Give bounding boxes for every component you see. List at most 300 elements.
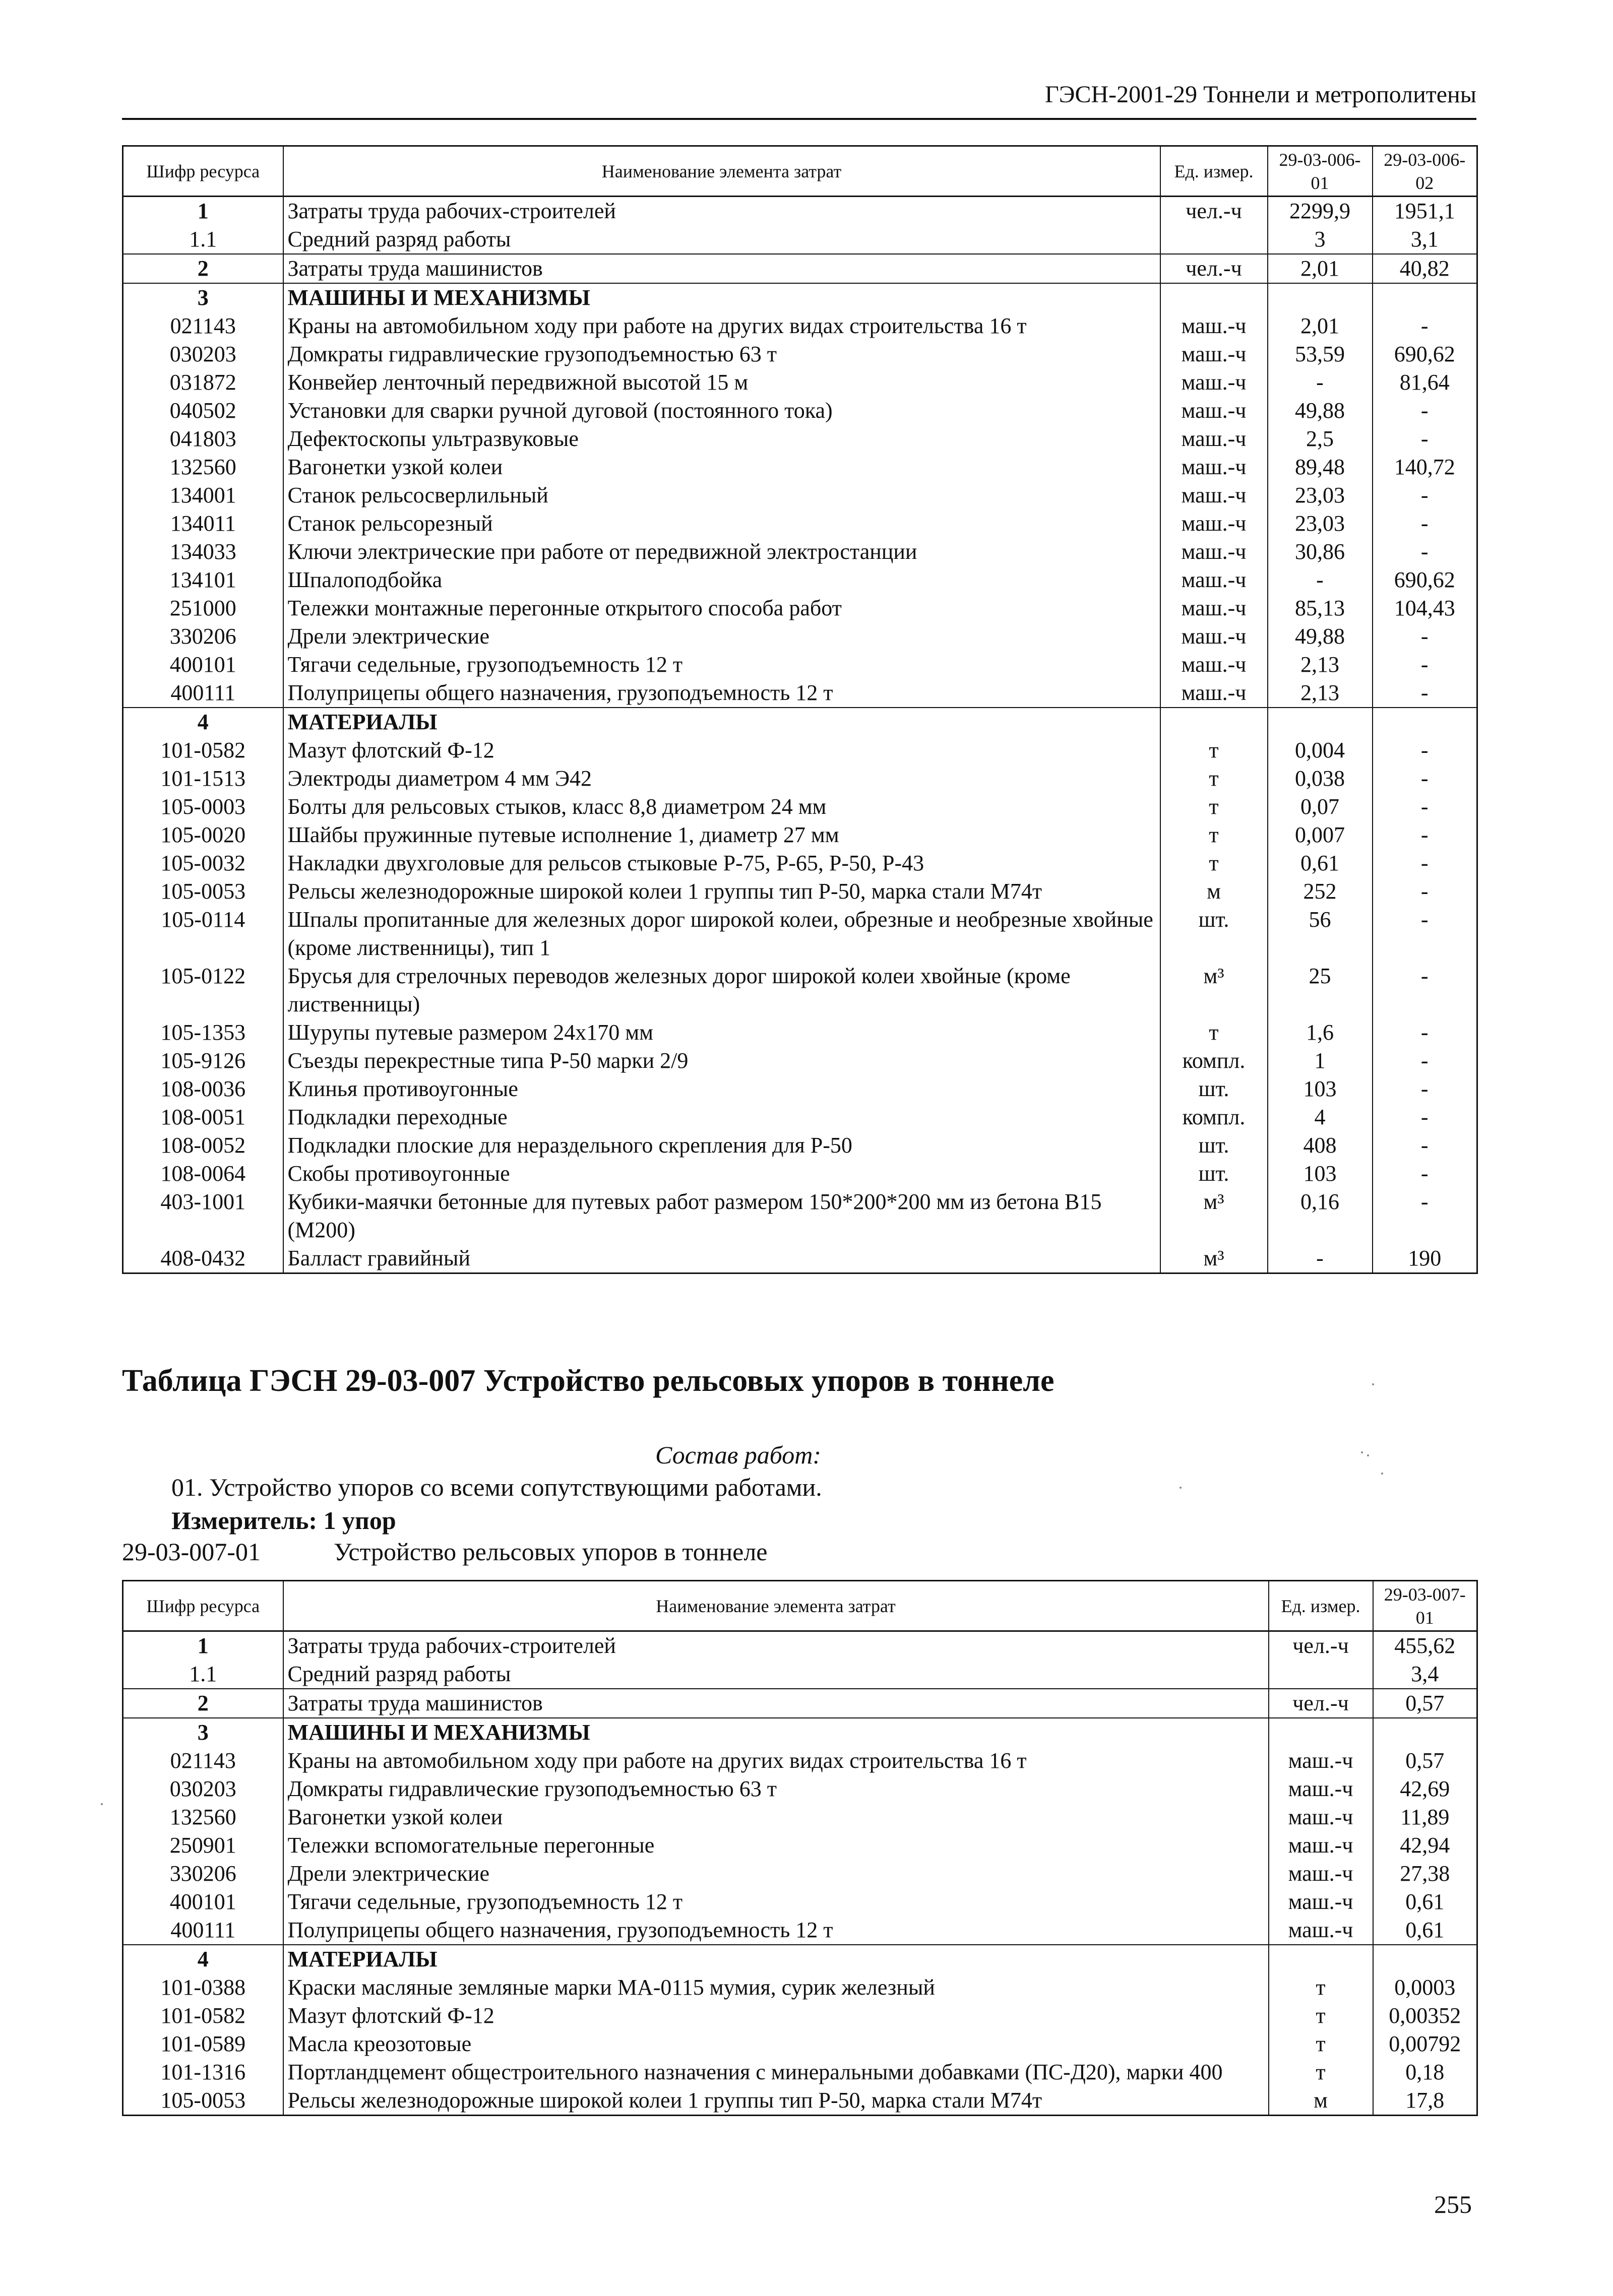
resource-name: Подкладки плоские для нераздельного скрепления для Р-50 bbox=[283, 1131, 1160, 1160]
norm-value-1: 0,61 bbox=[1268, 849, 1373, 877]
unit-of-measure: т bbox=[1269, 2002, 1373, 2030]
resource-code: 400111 bbox=[123, 679, 283, 708]
norm-value-2: 104,43 bbox=[1373, 594, 1477, 622]
resource-name: Мазут флотский Ф-12 bbox=[283, 736, 1160, 764]
table-row bbox=[123, 1631, 1477, 1661]
unit-of-measure: маш.-ч bbox=[1269, 1775, 1373, 1803]
norm-value-1: - bbox=[1268, 566, 1373, 594]
norm-value-1: 23,03 bbox=[1268, 509, 1373, 538]
resource-name: Краски масляные земляные марки МА-0115 мумия, сурик железный bbox=[283, 1973, 1269, 2002]
resource-name: Балласт гравийный bbox=[283, 1244, 1160, 1273]
resource-name: Краны на автомобильном ходу при работе на других видах строительства 16 т bbox=[283, 1747, 1269, 1775]
resource-name: Болты для рельсовых стыков, класс 8,8 диаметром 24 мм bbox=[283, 793, 1160, 821]
resource-name: МАТЕРИАЛЫ bbox=[283, 708, 1160, 736]
unit-of-measure: м bbox=[1269, 2086, 1373, 2116]
table-row bbox=[123, 1718, 1477, 1747]
resource-name: Затраты труда рабочих-строителей bbox=[283, 1631, 1269, 1661]
norm-value-1: 30,86 bbox=[1268, 538, 1373, 566]
resource-code: 021143 bbox=[123, 312, 283, 340]
table-row bbox=[123, 197, 1477, 226]
unit-of-measure: т bbox=[1160, 849, 1268, 877]
norm-value-2: - bbox=[1373, 1188, 1477, 1244]
resource-code: 400101 bbox=[123, 1888, 283, 1916]
norm-value-1 bbox=[1268, 708, 1373, 736]
resource-name: Шпалы пропитанные для железных дорог широкой колеи, обрезные и необрезные хвойные (кроме лиственницы), тип 1 bbox=[283, 906, 1160, 962]
norm-value-1: 25 bbox=[1268, 962, 1373, 1018]
resource-code: 105-1353 bbox=[123, 1018, 283, 1047]
table-row bbox=[123, 2030, 1477, 2058]
table-row bbox=[123, 566, 1477, 594]
resource-code: 030203 bbox=[123, 340, 283, 368]
table-row bbox=[123, 2002, 1477, 2030]
norm-value-1: 252 bbox=[1268, 877, 1373, 906]
resource-code: 132560 bbox=[123, 1803, 283, 1831]
resource-code: 101-1316 bbox=[123, 2058, 283, 2086]
norm-value-2 bbox=[1373, 283, 1477, 312]
col-header-unit: Ед. измер. bbox=[1160, 146, 1268, 197]
resource-name: Домкраты гидравлические грузоподъемностью 63 т bbox=[283, 1775, 1269, 1803]
resource-name: Конвейер ленточный передвижной высотой 15 м bbox=[283, 368, 1160, 397]
resource-name: Мазут флотский Ф-12 bbox=[283, 2002, 1269, 2030]
unit-of-measure: маш.-ч bbox=[1160, 594, 1268, 622]
resource-name: Шурупы путевые размером 24x170 мм bbox=[283, 1018, 1160, 1047]
unit-of-measure bbox=[1269, 1945, 1373, 1973]
norm-value-2: - bbox=[1373, 1075, 1477, 1103]
resource-code: 3 bbox=[123, 283, 283, 312]
resource-name: Установки для сварки ручной дуговой (постоянного тока) bbox=[283, 397, 1160, 425]
norm-value-2: - bbox=[1373, 481, 1477, 509]
norm-value-2: - bbox=[1373, 764, 1477, 793]
table-row bbox=[123, 679, 1477, 708]
norm-value-1: 3,4 bbox=[1373, 1660, 1477, 1689]
norm-value-1: 27,38 bbox=[1373, 1860, 1477, 1888]
resource-code: 403-1001 bbox=[123, 1188, 283, 1244]
norm-value-1: 1,6 bbox=[1268, 1018, 1373, 1047]
unit-of-measure: маш.-ч bbox=[1160, 453, 1268, 481]
unit-of-measure: маш.-ч bbox=[1269, 1747, 1373, 1775]
resource-code: 101-0582 bbox=[123, 736, 283, 764]
norm-value-1: 1 bbox=[1268, 1047, 1373, 1075]
resource-name: Портландцемент общестроительного назначения с минеральными добавками (ПС-Д20), марки 400 bbox=[283, 2058, 1269, 2086]
unit-of-measure: чел.-ч bbox=[1269, 1689, 1373, 1718]
unit-of-measure: маш.-ч bbox=[1269, 1860, 1373, 1888]
resource-name: Скобы противоугонные bbox=[283, 1160, 1160, 1188]
resource-name: Тягачи седельные, грузоподъемность 12 т bbox=[283, 1888, 1269, 1916]
resource-name: МАТЕРИАЛЫ bbox=[283, 1945, 1269, 1973]
resource-name: Накладки двухголовые для рельсов стыковые Р-75, Р-65, Р-50, Р-43 bbox=[283, 849, 1160, 877]
table-row bbox=[123, 453, 1477, 481]
work-composition-label: Состав работ: bbox=[655, 1441, 822, 1469]
table-body bbox=[123, 1631, 1477, 2116]
norm-value-1: 23,03 bbox=[1268, 481, 1373, 509]
norm-code: 29-03-007-01 bbox=[122, 1538, 261, 1566]
unit-of-measure: маш.-ч bbox=[1160, 566, 1268, 594]
norm-value-2: - bbox=[1373, 425, 1477, 453]
resource-code: 101-0582 bbox=[123, 2002, 283, 2030]
unit-of-measure: маш.-ч bbox=[1160, 425, 1268, 453]
resource-name: Масла креозотовые bbox=[283, 2030, 1269, 2058]
unit-of-measure: чел.-ч bbox=[1269, 1631, 1373, 1661]
norm-value-2: - bbox=[1373, 1018, 1477, 1047]
resource-name: МАШИНЫ И МЕХАНИЗМЫ bbox=[283, 1718, 1269, 1747]
norm-value-2: - bbox=[1373, 651, 1477, 679]
table-row bbox=[123, 594, 1477, 622]
resource-name: МАШИНЫ И МЕХАНИЗМЫ bbox=[283, 283, 1160, 312]
resource-code: 2 bbox=[123, 254, 283, 283]
table-row bbox=[123, 1860, 1477, 1888]
unit-of-measure: т bbox=[1269, 1973, 1373, 2002]
norm-value-2: - bbox=[1373, 877, 1477, 906]
table-row bbox=[123, 962, 1477, 1018]
unit-of-measure: т bbox=[1269, 2058, 1373, 2086]
resource-name: Электроды диаметром 4 мм Э42 bbox=[283, 764, 1160, 793]
unit-of-measure: маш.-ч bbox=[1160, 651, 1268, 679]
unit-of-measure bbox=[1269, 1718, 1373, 1747]
resource-name: Рельсы железнодорожные широкой колеи 1 группы тип Р-50, марка стали М74т bbox=[283, 2086, 1269, 2116]
unit-of-measure: шт. bbox=[1160, 1160, 1268, 1188]
norm-subtitle: Устройство рельсовых упоров в тоннеле bbox=[334, 1538, 768, 1566]
page-number: 255 bbox=[1434, 2190, 1472, 2218]
resource-code: 134033 bbox=[123, 538, 283, 566]
header-rule bbox=[122, 118, 1476, 120]
norm-value-2: - bbox=[1373, 509, 1477, 538]
norm-value-1 bbox=[1373, 1945, 1477, 1973]
resource-code: 1.1 bbox=[123, 1660, 283, 1689]
table-row bbox=[123, 622, 1477, 651]
unit-of-measure: м³ bbox=[1160, 962, 1268, 1018]
table-row bbox=[123, 793, 1477, 821]
resource-code: 108-0052 bbox=[123, 1131, 283, 1160]
norm-value-2: - bbox=[1373, 538, 1477, 566]
resource-name: Брусья для стрелочных переводов железных дорог широкой колеи хвойные (кроме лиственницы) bbox=[283, 962, 1160, 1018]
table-row bbox=[123, 708, 1477, 736]
resource-code: 250901 bbox=[123, 1831, 283, 1860]
unit-of-measure: маш.-ч bbox=[1160, 622, 1268, 651]
norm-value-2: - bbox=[1373, 736, 1477, 764]
norm-subheading bbox=[122, 1537, 767, 1566]
table-row bbox=[123, 1244, 1477, 1273]
resource-code: 108-0036 bbox=[123, 1075, 283, 1103]
table-row bbox=[123, 1775, 1477, 1803]
norm-value-2: 1951,1 bbox=[1373, 197, 1477, 226]
resource-code: 400101 bbox=[123, 651, 283, 679]
col-header-norm-2: 29-03-006-02 bbox=[1373, 146, 1477, 197]
norm-value-2: - bbox=[1373, 962, 1477, 1018]
resource-code: 408-0432 bbox=[123, 1244, 283, 1273]
unit-of-measure: маш.-ч bbox=[1269, 1803, 1373, 1831]
resource-code: 105-0020 bbox=[123, 821, 283, 849]
table-row bbox=[123, 368, 1477, 397]
unit-of-measure: т bbox=[1160, 793, 1268, 821]
norm-value-2: - bbox=[1373, 1047, 1477, 1075]
norm-value-1: 0,57 bbox=[1373, 1747, 1477, 1775]
col-header-code: Шифр ресурса bbox=[123, 1581, 283, 1631]
norm-value-2: - bbox=[1373, 906, 1477, 962]
table-row bbox=[123, 1103, 1477, 1131]
resource-code: 105-0053 bbox=[123, 877, 283, 906]
unit-of-measure: маш.-ч bbox=[1269, 1888, 1373, 1916]
table-body bbox=[123, 197, 1477, 1273]
table-row bbox=[123, 2058, 1477, 2086]
table-row bbox=[123, 509, 1477, 538]
table-row bbox=[123, 225, 1477, 254]
unit-of-measure: чел.-ч bbox=[1160, 254, 1268, 283]
col-header-code: Шифр ресурса bbox=[123, 146, 283, 197]
resource-code: 101-0388 bbox=[123, 1973, 283, 2002]
resource-name: Дрели электрические bbox=[283, 1860, 1269, 1888]
table-row bbox=[123, 1973, 1477, 2002]
meter-value: 1 упор bbox=[323, 1506, 396, 1535]
norm-value-2: - bbox=[1373, 1131, 1477, 1160]
resource-name: Шайбы пружинные путевые исполнение 1, диаметр 27 мм bbox=[283, 821, 1160, 849]
norm-value-1: 0,61 bbox=[1373, 1916, 1477, 1945]
table-row bbox=[123, 1689, 1477, 1718]
table-row bbox=[123, 1831, 1477, 1860]
unit-of-measure: т bbox=[1160, 821, 1268, 849]
norm-value-1: 42,94 bbox=[1373, 1831, 1477, 1860]
unit-of-measure: м bbox=[1160, 877, 1268, 906]
resource-name: Вагонетки узкой колеи bbox=[283, 1803, 1269, 1831]
table-row bbox=[123, 1660, 1477, 1689]
resource-code: 105-0122 bbox=[123, 962, 283, 1018]
resource-name: Клинья противоугонные bbox=[283, 1075, 1160, 1103]
resource-code: 1 bbox=[123, 197, 283, 226]
norm-value-1: 408 bbox=[1268, 1131, 1373, 1160]
resource-name: Средний разряд работы bbox=[283, 225, 1160, 254]
table-row bbox=[123, 2086, 1477, 2116]
table-row bbox=[123, 849, 1477, 877]
table-row bbox=[123, 1047, 1477, 1075]
resource-code: 330206 bbox=[123, 1860, 283, 1888]
norm-value-2: 690,62 bbox=[1373, 340, 1477, 368]
resource-code: 101-0589 bbox=[123, 2030, 283, 2058]
table-row bbox=[123, 906, 1477, 962]
col-header-unit: Ед. измер. bbox=[1269, 1581, 1373, 1631]
resource-name: Дрели электрические bbox=[283, 622, 1160, 651]
unit-of-measure: маш.-ч bbox=[1160, 679, 1268, 708]
resource-code: 134011 bbox=[123, 509, 283, 538]
resource-code: 134101 bbox=[123, 566, 283, 594]
norm-value-2: - bbox=[1373, 1103, 1477, 1131]
table-row bbox=[123, 397, 1477, 425]
norm-value-1: 103 bbox=[1268, 1160, 1373, 1188]
unit-of-measure: компл. bbox=[1160, 1103, 1268, 1131]
meter-label: Измеритель: bbox=[171, 1506, 318, 1535]
table-row bbox=[123, 425, 1477, 453]
resource-name: Тележки вспомогательные перегонные bbox=[283, 1831, 1269, 1860]
resource-name: Затраты труда машинистов bbox=[283, 254, 1160, 283]
table-row bbox=[123, 254, 1477, 283]
resource-code: 101-1513 bbox=[123, 764, 283, 793]
col-header-name: Наименование элемента затрат bbox=[283, 146, 1160, 197]
resource-code: 040502 bbox=[123, 397, 283, 425]
norm-value-1: 0,00792 bbox=[1373, 2030, 1477, 2058]
table-row bbox=[123, 340, 1477, 368]
norm-value-1: 49,88 bbox=[1268, 622, 1373, 651]
resource-code: 4 bbox=[123, 708, 283, 736]
table-row bbox=[123, 877, 1477, 906]
table-row bbox=[123, 1803, 1477, 1831]
resource-code: 132560 bbox=[123, 453, 283, 481]
unit-of-measure bbox=[1160, 225, 1268, 254]
unit-of-measure: маш.-ч bbox=[1160, 538, 1268, 566]
table-title: Таблица ГЭСН 29-03-007 Устройство рельсовых упоров в тоннеле bbox=[122, 1364, 1054, 1398]
table-row bbox=[123, 1747, 1477, 1775]
table-row bbox=[123, 1188, 1477, 1244]
resource-name: Шпалоподбойка bbox=[283, 566, 1160, 594]
norm-value-1: - bbox=[1268, 368, 1373, 397]
resource-code: 105-0032 bbox=[123, 849, 283, 877]
resource-code: 330206 bbox=[123, 622, 283, 651]
norm-value-1: 0,57 bbox=[1373, 1689, 1477, 1718]
norm-value-1 bbox=[1268, 283, 1373, 312]
norm-value-2: - bbox=[1373, 793, 1477, 821]
unit-of-measure: шт. bbox=[1160, 1075, 1268, 1103]
resource-code: 021143 bbox=[123, 1747, 283, 1775]
resource-code: 2 bbox=[123, 1689, 283, 1718]
table-row bbox=[123, 1916, 1477, 1945]
resource-name: Затраты труда машинистов bbox=[283, 1689, 1269, 1718]
unit-of-measure bbox=[1160, 708, 1268, 736]
unit-of-measure: м³ bbox=[1160, 1188, 1268, 1244]
resource-code: 041803 bbox=[123, 425, 283, 453]
norm-value-1: 2299,9 bbox=[1268, 197, 1373, 226]
norm-value-1 bbox=[1373, 1718, 1477, 1747]
norm-value-1: 2,5 bbox=[1268, 425, 1373, 453]
norm-value-1: 4 bbox=[1268, 1103, 1373, 1131]
resource-code: 3 bbox=[123, 1718, 283, 1747]
norm-value-1: 103 bbox=[1268, 1075, 1373, 1103]
table-row bbox=[123, 1018, 1477, 1047]
resource-code: 105-0003 bbox=[123, 793, 283, 821]
running-header: ГЭСН-2001-29 Тоннели и метрополитены bbox=[1045, 81, 1476, 108]
resource-code: 134001 bbox=[123, 481, 283, 509]
resource-name: Ключи электрические при работе от передвижной электростанции bbox=[283, 538, 1160, 566]
resource-code: 031872 bbox=[123, 368, 283, 397]
table-row bbox=[123, 1131, 1477, 1160]
norm-value-2: - bbox=[1373, 821, 1477, 849]
table-row bbox=[123, 538, 1477, 566]
norm-value-1: 89,48 bbox=[1268, 453, 1373, 481]
unit-of-measure: маш.-ч bbox=[1269, 1916, 1373, 1945]
norm-value-1: 2,01 bbox=[1268, 312, 1373, 340]
norm-value-2: 3,1 bbox=[1373, 225, 1477, 254]
norm-value-1: 17,8 bbox=[1373, 2086, 1477, 2116]
table-row bbox=[123, 312, 1477, 340]
resource-name: Тележки монтажные перегонные открытого способа работ bbox=[283, 594, 1160, 622]
col-header-norm-1: 29-03-007-01 bbox=[1373, 1581, 1477, 1631]
resource-name: Станок рельсосверлильный bbox=[283, 481, 1160, 509]
unit-of-measure: компл. bbox=[1160, 1047, 1268, 1075]
resource-code: 108-0051 bbox=[123, 1103, 283, 1131]
norm-value-1: 2,01 bbox=[1268, 254, 1373, 283]
table-row bbox=[123, 1888, 1477, 1916]
norm-value-1: 0,007 bbox=[1268, 821, 1373, 849]
norm-value-1: 0,00352 bbox=[1373, 2002, 1477, 2030]
resource-code: 105-0053 bbox=[123, 2086, 283, 2116]
norm-value-1: 0,038 bbox=[1268, 764, 1373, 793]
resource-table-007 bbox=[122, 1580, 1478, 2116]
norm-value-2: - bbox=[1373, 849, 1477, 877]
unit-of-measure: маш.-ч bbox=[1160, 368, 1268, 397]
resource-name: Рельсы железнодорожные широкой колеи 1 группы тип Р-50, марка стали М74т bbox=[283, 877, 1160, 906]
unit-of-measure bbox=[1269, 1660, 1373, 1689]
norm-value-1: 0,07 bbox=[1268, 793, 1373, 821]
table-row bbox=[123, 1075, 1477, 1103]
norm-value-1: 2,13 bbox=[1268, 679, 1373, 708]
resource-code: 030203 bbox=[123, 1775, 283, 1803]
norm-value-2: - bbox=[1373, 1160, 1477, 1188]
norm-value-2: 40,82 bbox=[1373, 254, 1477, 283]
unit-of-measure: маш.-ч bbox=[1160, 340, 1268, 368]
norm-value-1: 0,0003 bbox=[1373, 1973, 1477, 2002]
norm-value-1: 0,18 bbox=[1373, 2058, 1477, 2086]
resource-name: Тягачи седельные, грузоподъемность 12 т bbox=[283, 651, 1160, 679]
resource-code: 251000 bbox=[123, 594, 283, 622]
norm-value-2: - bbox=[1373, 312, 1477, 340]
meter-line bbox=[171, 1506, 396, 1535]
col-header-name: Наименование элемента затрат bbox=[283, 1581, 1269, 1631]
unit-of-measure: т bbox=[1160, 736, 1268, 764]
norm-value-1: 455,62 bbox=[1373, 1631, 1477, 1661]
col-header-norm-1: 29-03-006-01 bbox=[1268, 146, 1373, 197]
table-row bbox=[123, 1160, 1477, 1188]
table-row bbox=[123, 821, 1477, 849]
table-row bbox=[123, 1945, 1477, 1973]
norm-value-2: - bbox=[1373, 679, 1477, 708]
norm-value-2: - bbox=[1373, 397, 1477, 425]
resource-code: 1.1 bbox=[123, 225, 283, 254]
norm-value-1: 53,59 bbox=[1268, 340, 1373, 368]
unit-of-measure: маш.-ч bbox=[1160, 481, 1268, 509]
resource-table-006 bbox=[122, 145, 1478, 1274]
table-row bbox=[123, 651, 1477, 679]
resource-name: Вагонетки узкой колеи bbox=[283, 453, 1160, 481]
unit-of-measure bbox=[1160, 283, 1268, 312]
unit-of-measure: маш.-ч bbox=[1160, 397, 1268, 425]
norm-value-2: 690,62 bbox=[1373, 566, 1477, 594]
unit-of-measure: шт. bbox=[1160, 906, 1268, 962]
table-row bbox=[123, 764, 1477, 793]
norm-value-1: 3 bbox=[1268, 225, 1373, 254]
norm-value-1: 0,61 bbox=[1373, 1888, 1477, 1916]
resource-name: Краны на автомобильном ходу при работе на других видах строительства 16 т bbox=[283, 312, 1160, 340]
unit-of-measure: т bbox=[1160, 1018, 1268, 1047]
resource-name: Станок рельсорезный bbox=[283, 509, 1160, 538]
norm-value-2: 190 bbox=[1373, 1244, 1477, 1273]
unit-of-measure: т bbox=[1160, 764, 1268, 793]
resource-code: 108-0064 bbox=[123, 1160, 283, 1188]
resource-name: Кубики-маячки бетонные для путевых работ размером 150*200*200 мм из бетона В15 (М200) bbox=[283, 1188, 1160, 1244]
unit-of-measure: м³ bbox=[1160, 1244, 1268, 1273]
resource-name: Полуприцепы общего назначения, грузоподъемность 12 т bbox=[283, 679, 1160, 708]
norm-value-1: 0,16 bbox=[1268, 1188, 1373, 1244]
resource-code: 105-9126 bbox=[123, 1047, 283, 1075]
unit-of-measure: чел.-ч bbox=[1160, 197, 1268, 226]
unit-of-measure: маш.-ч bbox=[1160, 509, 1268, 538]
resource-name: Дефектоскопы ультразвуковые bbox=[283, 425, 1160, 453]
norm-value-1: 11,89 bbox=[1373, 1803, 1477, 1831]
norm-value-1: 85,13 bbox=[1268, 594, 1373, 622]
norm-value-2: 81,64 bbox=[1373, 368, 1477, 397]
resource-code: 400111 bbox=[123, 1916, 283, 1945]
table-row bbox=[123, 736, 1477, 764]
norm-value-1: 0,004 bbox=[1268, 736, 1373, 764]
table-row bbox=[123, 283, 1477, 312]
norm-value-1: - bbox=[1268, 1244, 1373, 1273]
resource-name: Средний разряд работы bbox=[283, 1660, 1269, 1689]
unit-of-measure: маш.-ч bbox=[1269, 1831, 1373, 1860]
